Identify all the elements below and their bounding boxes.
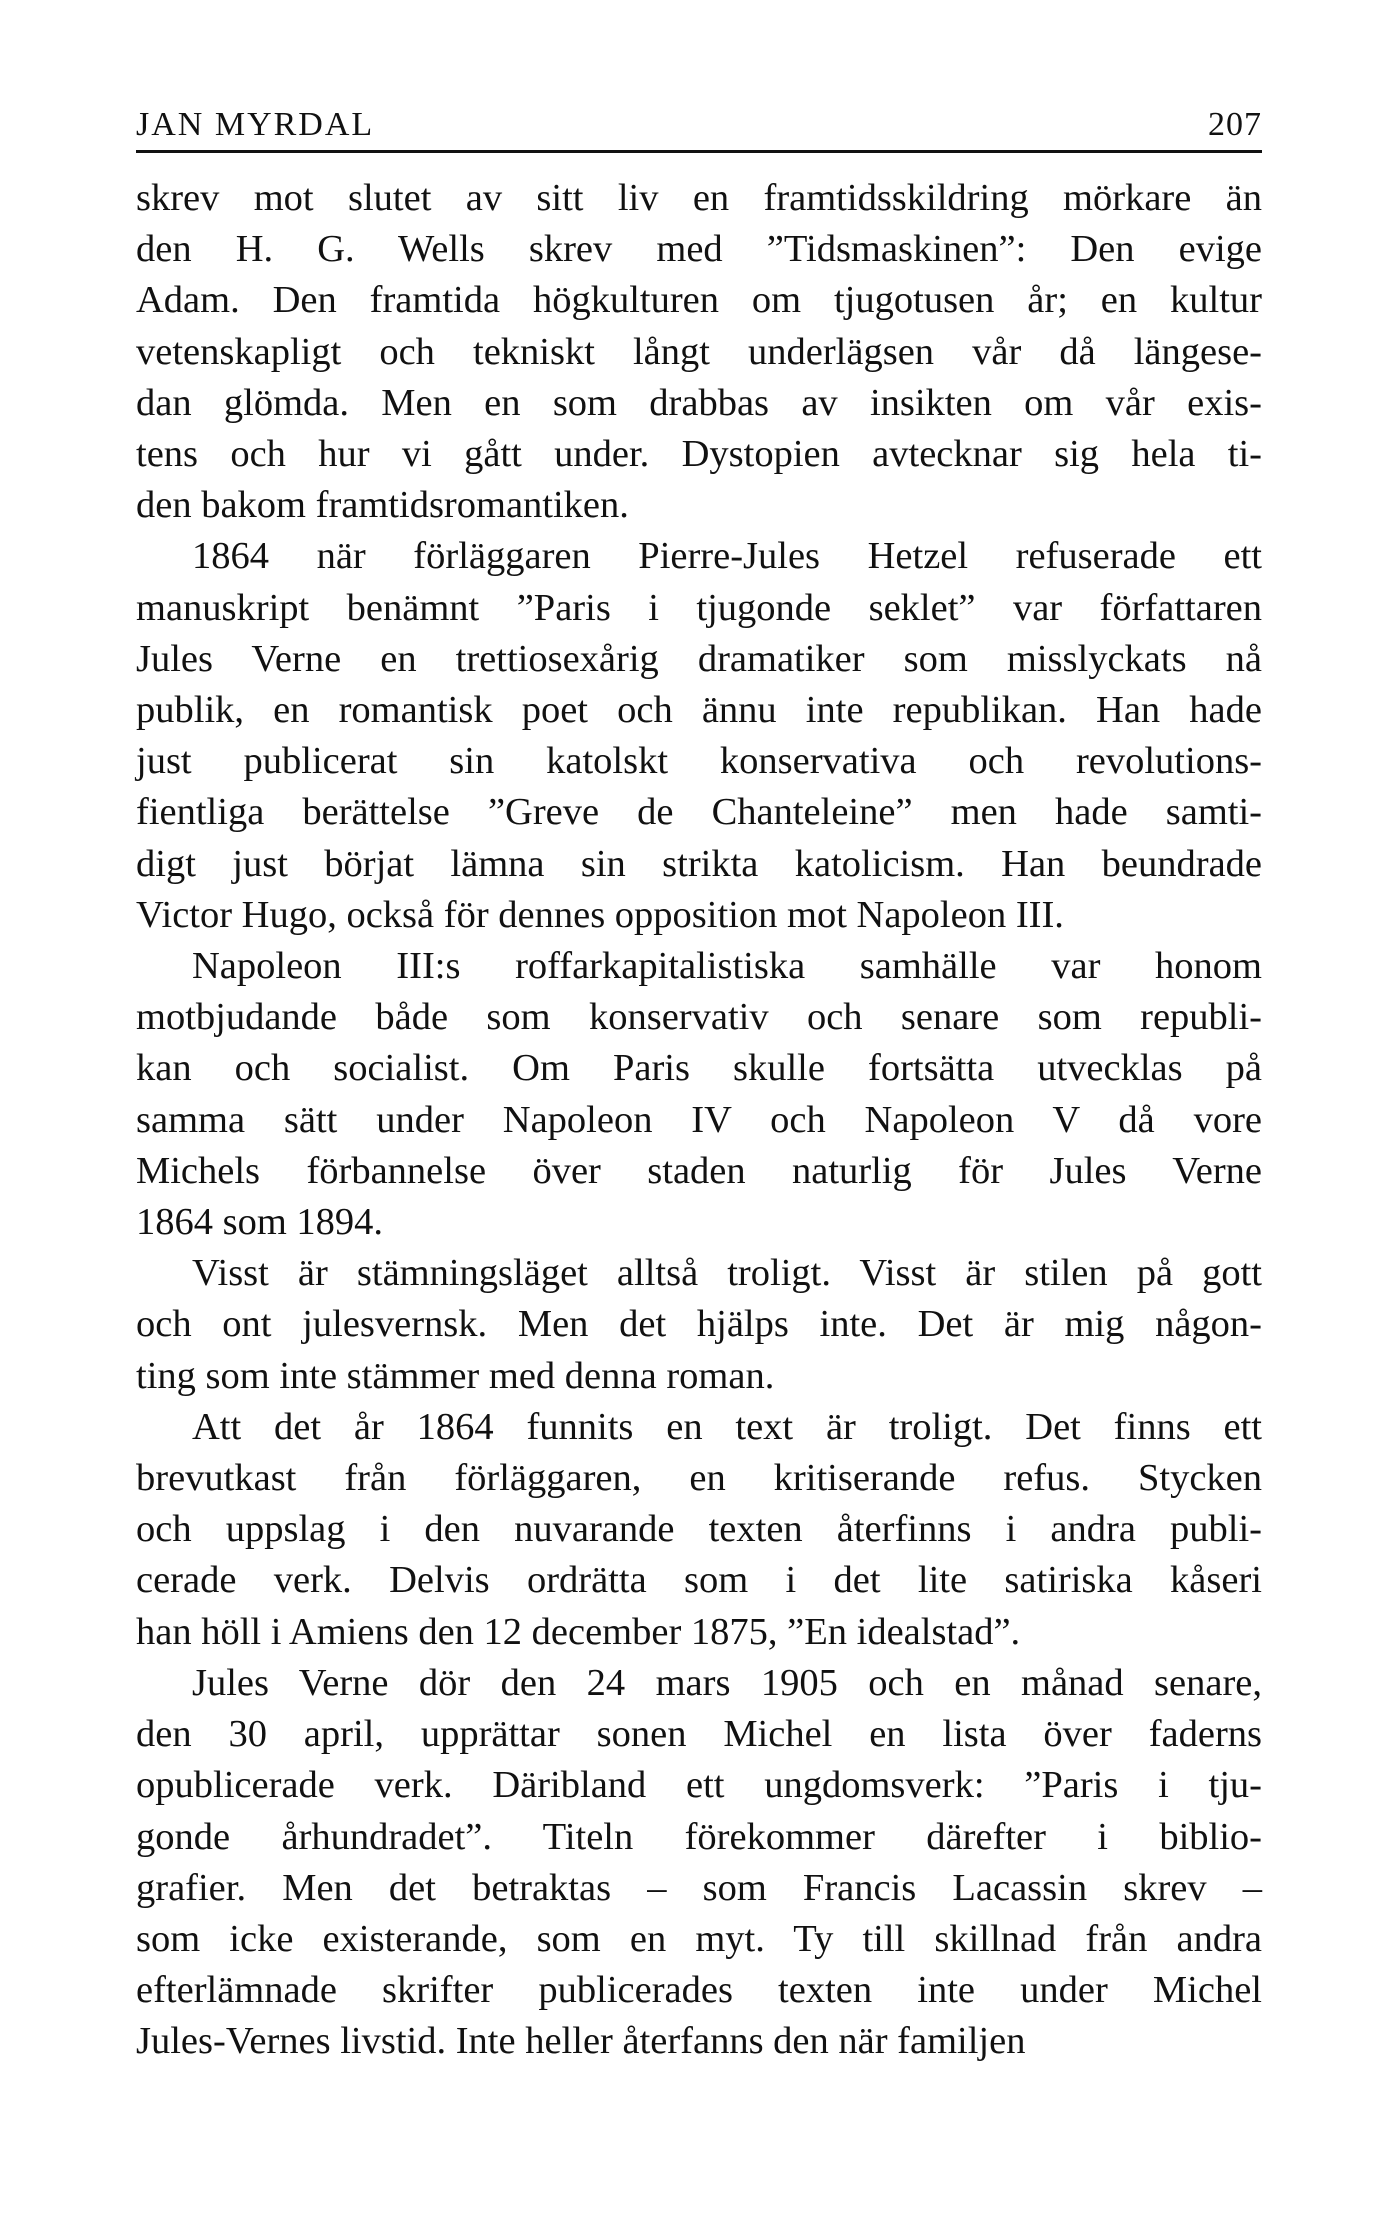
text-line: digt just börjat lämna sin strikta katolicism. Han beundrade [136,842,1262,885]
text-line: kan och socialist. Om Paris skulle fortsätta utvecklas på [136,1047,1262,1090]
text-line: och ont julesvernsk. Men det hjälps inte. Det är mig någon- [136,1303,1262,1346]
text-line: grafier. Men det betraktas – som Francis Lacassin skrev – [136,1866,1262,1909]
running-head [136,96,1262,150]
text-line: Jules-Vernes livstid. Inte heller återfanns den när familjen [136,2020,1026,2063]
text-line: cerade verk. Delvis ordrätta som i det lite satiriska kåseri [136,1559,1262,1602]
text-line: manuskript benämnt ”Paris i tjugonde seklet” var författaren [136,586,1262,629]
page-number: 207 [1208,106,1262,143]
text-line: efterlämnade skrifter publicerades texten inte under Michel [136,1969,1262,2012]
text-line: just publicerat sin katolskt konservativa och revolutions- [136,740,1262,783]
text-line: brevutkast från förläggaren, en kritiserande refus. Stycken [136,1457,1262,1500]
text-line: Jules Verne dör den 24 mars 1905 och en månad senare, [192,1661,1262,1704]
text-line: Jules Verne en trettiosexårig dramatiker som misslyckats nå [136,637,1262,680]
paragraph [136,531,1262,941]
text-line: fientliga berättelse ”Greve de Chanteleine” men hade samti- [136,791,1262,834]
text-line: gonde århundradet”. Titeln förekommer därefter i biblio- [136,1815,1262,1858]
text-line: samma sätt under Napoleon IV och Napoleon V då vore [136,1098,1262,1141]
body-text [136,173,1262,2068]
text-line: Michels förbannelse över staden naturlig för Jules Verne [136,1149,1262,1192]
text-line: han höll i Amiens den 12 december 1875, ”En idealstad”. [136,1610,1021,1653]
paragraph [136,1402,1262,1658]
paragraph [136,173,1262,531]
text-line: Att det år 1864 funnits en text är troligt. Det finns ett [192,1405,1262,1448]
text-line: den H. G. Wells skrev med ”Tidsmaskinen”: Den evige [136,228,1262,271]
text-line: opublicerade verk. Däribland ett ungdomsverk: ”Paris i tju- [136,1764,1262,1807]
text-line: och uppslag i den nuvarande texten återfinns i andra publi- [136,1508,1262,1551]
text-line: skrev mot slutet av sitt liv en framtidsskildring mörkare än [136,177,1262,219]
text-line: som icke existerande, som en myt. Ty till skillnad från andra [136,1917,1262,1960]
paragraph [136,1658,1262,2068]
book-page [136,96,1262,2068]
text-line: 1864 som 1894. [136,1201,384,1244]
text-line: 1864 när förläggaren Pierre-Jules Hetzel refuserade ett [192,535,1262,578]
text-line: dan glömda. Men en som drabbas av insikten om vår exis- [136,381,1262,424]
text-line: vetenskapligt och tekniskt långt underlägsen vår då längese- [136,330,1262,373]
text-line: Napoleon III:s roffarkapitalistiska samhälle var honom [192,945,1262,988]
running-head-author: JAN MYRDAL [136,106,375,143]
text-line: Victor Hugo, också för dennes opposition mot Napoleon III. [136,893,1064,936]
paragraph [136,941,1262,1248]
header-rule [136,150,1262,153]
text-line: ting som inte stämmer med denna roman. [136,1354,775,1397]
text-line: den bakom framtidsromantiken. [136,484,629,527]
text-line: den 30 april, upprättar sonen Michel en lista över faderns [136,1713,1262,1756]
text-line: motbjudande både som konservativ och senare som republi- [136,996,1262,1039]
paragraph [136,1248,1262,1402]
text-line: publik, en romantisk poet och ännu inte republikan. Han hade [136,689,1262,732]
text-line: Visst är stämningsläget alltså troligt. Visst är stilen på gott [192,1252,1262,1295]
text-line: Adam. Den framtida högkulturen om tjugotusen år; en kultur [136,279,1262,322]
text-line: tens och hur vi gått under. Dystopien avtecknar sig hela ti- [136,433,1262,476]
